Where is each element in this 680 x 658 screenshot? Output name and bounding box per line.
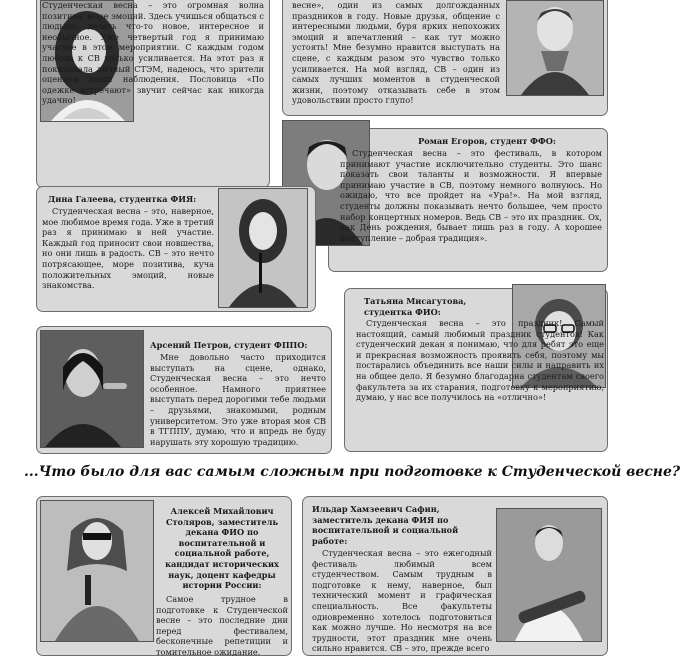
photo-man-scarf [506,0,604,96]
quote-text-roman: Студенческая весна – это фестиваль, в котором принимают участие исключительно студенты. Это шанс показать свои таланты и возможности. Я впервые принимаю участие в СВ, поэтому немного волнуюсь. Но ожидаю, что все пройдет на «Ура!». На мой взгляд, студенты должны показывать нечто большее, чем просто набор концертных номеров. Ведь СВ – это их праздник. Ох, как День рождения, бывает лишь раз в году. А хорошее выступление – добрая традиция». [340,148,602,243]
quote-text-top-right: весне», один из самых долгожданных праздников в году. Новые друзья, общение с интересными людьми, буря ярких непохожих эмоций и впечатлений – как тут можно устоять! Мне безумно нравится выступать на сцене, с каждым разом это чувство только усиливается. На мой взгляд, СВ – один из самых лучших моментов в студенческой жизни, поэтому отказывать себе в этом удовольствии просто глупо! [292,0,500,106]
photo-arseniy [40,330,144,448]
quote-text-ildar: Студенческая весна – это ежегодный фестиваль любимый всем студенчеством. Самым трудным в подготовке к нему, наверное, был технический момент и графическая специальность. Все факультеты одновременно хотелось подготовиться как можно лучше. Но несмотря на все трудности, этот праздник мне очень сильно нравится. СВ – это, прежде всего [312,548,492,654]
speaker-name-tatiana: Татьяна Мисагутова, студентка ФИО: [364,296,467,317]
portrait-icon [41,501,153,641]
portrait-icon [497,509,601,641]
photo-dina [218,188,308,308]
speaker-name-ildar: Ильдар Хамзеевич Сафин, заместитель декана ФИЯ по воспитательной и социальной работе: [312,504,459,546]
portrait-icon [41,331,143,447]
quote-text-aleksey: Самое трудное в подготовке к Студенческой весне – это последние дни перед фестивалем, бесконечные репетиции и томительное ожидание. [156,594,288,657]
section-headline: ...Что было для вас самым сложным при подготовке к Студенческой весне? [24,464,680,480]
quote-text-dina: Студенческая весна – это, наверное, мое любимое время года. Уже в третий раз я принимаю в ней участие. Каждый год приносит свои новшества, но они лишь в радость. СВ – это нечто потрясающее, море позитива, куча положительных эмоций, новые знакомства. [42,206,214,291]
quote-text-arseniy: Мне довольно часто приходится выступать на сцене, однако, Студенческая весна – это нечто особенное. Намного приятнее выступать перед дорогими тебе людьми – друзьями, знакомыми, родным университетом. Это уже вторая моя СВ в ТГППУ, думаю, что и впредь не буду нарушать эту хорошую традицию. [150,352,326,447]
quote-text-top-left: Студенческая весна – это огромная волна позитива, море эмоций. Здесь учишься общаться с людьми, делать что-то новое, интересное и необычное. Уже четвертый год я принимаю участие в этом мероприятии. С каждым годом любовь к СВ только усиливается. На этот раз я показывала личный СТЭМ, надеюсь, что зрители оценили наши наблюдения. Пословица «По одежке встречают» звучит сейчас как никогда удачно! [42,0,264,106]
photo-aleksey [40,500,154,642]
portrait-icon [507,1,603,95]
quote-text-tatiana: Студенческая весна – это праздник! Самый настоящий, самый любимый праздник студентов! Как студенческий декан я понимаю, что для ребят это еще и прекрасная возможность проявить себя, поэтому мы постарались объединить все наши силы и направить их на общее дело. Я безумно благодарна студентам своего факультета за их старания, подготовку к мероприятию, думаю, у нас все получилось на «отлично»! [356,318,604,403]
speaker-name-roman: Роман Егоров, студент ФФО: [418,136,556,146]
speaker-name-aleksey: Алексей Михайлович Столяров, заместитель декана ФИО по воспитательной и социальной работе, кандидат исторических наук, доцент кафедры истории России: [165,506,279,591]
speaker-name-arseniy: Арсений Петров, студент ФППО: [150,340,308,350]
photo-ildar [496,508,602,642]
portrait-icon [219,189,307,307]
speaker-name-dina: Дина Галеева, студентка ФИЯ: [48,194,197,204]
